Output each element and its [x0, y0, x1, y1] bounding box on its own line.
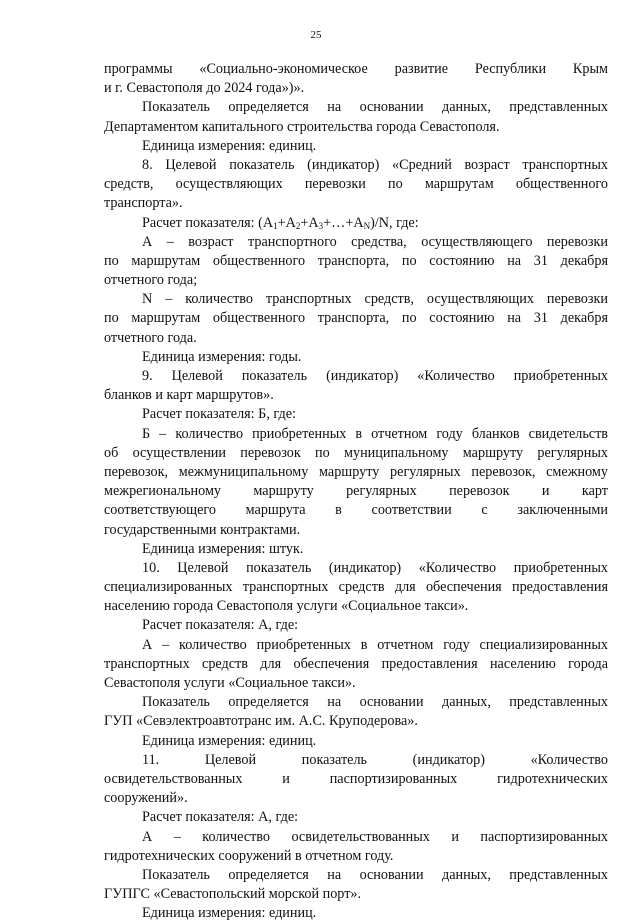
- text-line: межрегиональному маршруту регулярных перевозок и карт: [104, 483, 608, 500]
- text-line: транспорта».: [104, 195, 183, 212]
- text-line: населению города Севастополя услуги «Социальное такси».: [104, 598, 469, 615]
- text-line: Единица измерения: годы.: [142, 348, 302, 365]
- text-line: Единица измерения: единиц.: [142, 732, 317, 749]
- text-line: Показатель определяется на основании данных, представленных: [142, 866, 608, 883]
- text-line: соответствующего маршрута в соответствии с заключенными: [104, 502, 608, 519]
- text-line: Единица измерения: единиц.: [142, 905, 317, 922]
- text-line: средств, осуществляющих перевозки по маршрутам общественного: [104, 176, 608, 193]
- text-line: гидротехнических сооружений в отчетном году.: [104, 847, 394, 864]
- text-line: Б – количество приобретенных в отчетном году бланков свидетельств: [142, 425, 608, 442]
- text-line: N – количество транспортных средств, осуществляющих перевозки: [142, 291, 608, 308]
- text-line: 8. Целевой показатель (индикатор) «Средний возраст транспортных: [142, 156, 608, 173]
- text-line: бланков и карт маршрутов».: [104, 387, 274, 404]
- text-line: по маршрутам общественного транспорта, по состоянию на 31 декабря: [104, 252, 608, 269]
- text-line: транспортных средств для обеспечения предоставления населению города: [104, 655, 608, 672]
- page-number: 25: [310, 29, 322, 41]
- text-line: Департаментом капитального строительства города Севастополя.: [104, 118, 500, 135]
- text-line: Показатель определяется на основании данных, представленных: [142, 99, 608, 116]
- text-line: сооружений».: [104, 790, 188, 807]
- text-line: Севастополя услуги «Социальное такси».: [104, 675, 356, 691]
- text-line: отчетного года;: [104, 272, 198, 289]
- formula-line: Расчет показателя: $(A_1+A_2+A_3+\dots+A_N)/N$, где:: [142, 214, 419, 231]
- text-line: 9. Целевой показатель (индикатор) «Количество приобретенных: [142, 368, 608, 384]
- text-line: ГУП «Севэлектроавтотранс им. А.С. Круподерова».: [104, 713, 418, 730]
- text-line: Расчет показателя: А, где:: [142, 809, 299, 826]
- text-line: 10. Целевой показатель (индикатор) «Количество приобретенных: [142, 559, 608, 576]
- text-line: об осуществлении перевозок по муниципальному маршруту регулярных: [104, 444, 608, 461]
- text-line: А – количество освидетельствованных и паспортизированных: [142, 828, 608, 845]
- document-body: [104, 60, 608, 923]
- text-line: Единица измерения: единиц.: [142, 137, 317, 154]
- text-line: специализированных транспортных средств для обеспечения предоставления: [104, 579, 608, 596]
- text-line: освидетельствованных и паспортизированных гидротехнических: [104, 770, 608, 787]
- text-line: по маршрутам общественного транспорта, по состоянию на 31 декабря: [104, 310, 608, 327]
- text-line: и г. Севастополя до 2024 года»)».: [104, 80, 305, 97]
- text-line: ГУПГС «Севастопольский морской порт».: [104, 886, 362, 903]
- text-line: Расчет показателя: А, где:: [142, 617, 299, 634]
- text-line: программы «Социально-экономическое развитие Республики Крым: [104, 61, 608, 77]
- text-line: Единица измерения: штук.: [142, 540, 304, 557]
- text-line: Расчет показателя: Б, где:: [142, 406, 296, 423]
- text-line: государственными контрактами.: [104, 521, 301, 538]
- text-line: А – возраст транспортного средства, осуществляющего перевозки: [142, 233, 608, 250]
- text-line: отчетного года.: [104, 329, 197, 346]
- text-line: Показатель определяется на основании данных, представленных: [142, 694, 608, 711]
- text-line: А – количество приобретенных в отчетном году специализированных: [142, 636, 608, 653]
- text-line: 11. Целевой показатель (индикатор) «Количество: [142, 751, 608, 768]
- text-line: перевозок, межмуниципальному маршруту регулярных перевозок, смежному: [104, 463, 608, 480]
